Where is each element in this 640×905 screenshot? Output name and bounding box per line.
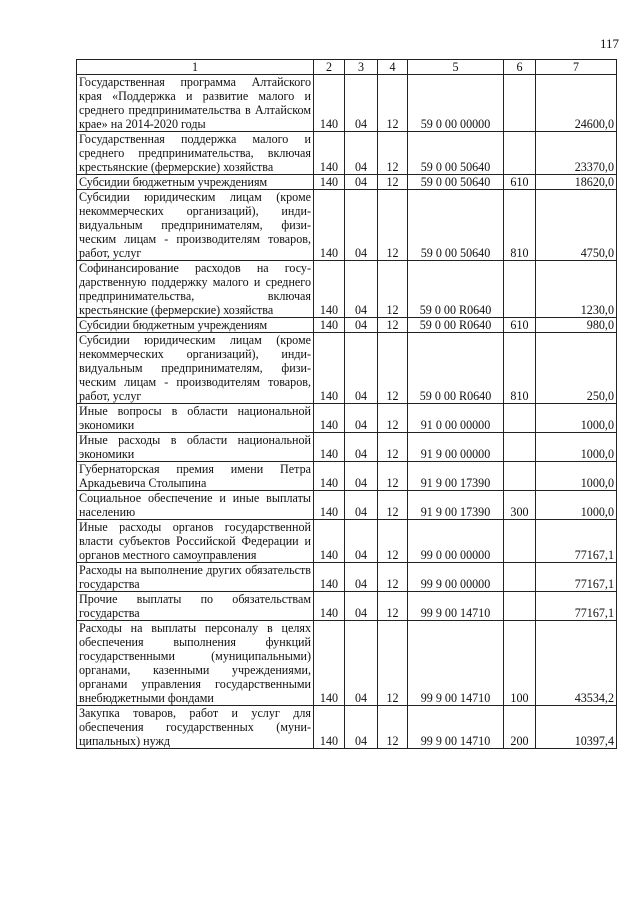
subsection-code-cell: 12 [378,563,408,592]
expense-type-cell: 300 [504,491,536,520]
table-row [77,318,617,333]
ministry-code-cell: 140 [314,706,345,749]
subsection-code-cell: 12 [378,621,408,706]
row-name-cell: Субсидии бюджетным учреждениям [77,318,314,333]
ministry-code-cell: 140 [314,175,345,190]
amount-cell: 980,0 [536,318,617,333]
table-row [77,132,617,175]
target-article-cell: 59 0 00 50640 [408,175,504,190]
ministry-code-cell: 140 [314,563,345,592]
ministry-code-cell: 140 [314,261,345,318]
table-row [77,491,617,520]
column-header: 2 [314,60,345,75]
table-row [77,404,617,433]
ministry-code-cell: 140 [314,190,345,261]
subsection-code-cell: 12 [378,261,408,318]
amount-cell: 77167,1 [536,592,617,621]
row-name-cell: Субсидии бюджетным учреждениям [77,175,314,190]
section-code-cell: 04 [345,261,378,318]
expense-type-cell: 810 [504,190,536,261]
section-code-cell: 04 [345,706,378,749]
expense-type-cell [504,592,536,621]
amount-cell: 1000,0 [536,462,617,491]
target-article-cell: 59 0 00 00000 [408,75,504,132]
target-article-cell: 59 0 00 50640 [408,190,504,261]
target-article-cell: 99 9 00 00000 [408,563,504,592]
table-body [77,75,617,749]
expense-type-cell [504,132,536,175]
row-name-cell: Государственная поддержка малого и среднего предпринимательства, включая крестьянские (фермерские) хозяйства [77,132,314,175]
table-row [77,261,617,318]
ministry-code-cell: 140 [314,520,345,563]
subsection-code-cell: 12 [378,592,408,621]
expense-type-cell [504,520,536,563]
target-article-cell: 99 9 00 14710 [408,621,504,706]
expense-type-cell [504,433,536,462]
expense-type-cell: 610 [504,318,536,333]
row-name-cell: Расходы на выплаты персоналу в целях обеспечения выполнения функций государственными (муниципальными) органами, казенными учреждениями, органами управления государственными внебюджетными фондами [77,621,314,706]
table-row [77,75,617,132]
amount-cell: 250,0 [536,333,617,404]
row-name-cell: Государственная программа Алтайского края «Поддержка и развитие малого и среднего предпринимательства в Алтайском крае» на 2014-2020 годы [77,75,314,132]
row-name-cell: Расходы на выполнение других обязательств государства [77,563,314,592]
ministry-code-cell: 140 [314,592,345,621]
subsection-code-cell: 12 [378,433,408,462]
table-row [77,592,617,621]
section-code-cell: 04 [345,433,378,462]
row-name-cell: Субсидии юридическим лицам (кроме некоммерческих организаций), индивидуальным предпринимателям, физическим лицам - производителям товаров, работ, услуг [77,333,314,404]
ministry-code-cell: 140 [314,462,345,491]
expense-type-cell [504,462,536,491]
subsection-code-cell: 12 [378,175,408,190]
row-name-cell: Иные расходы органов государственной власти субъектов Российской Федерации и органов местного самоуправления [77,520,314,563]
target-article-cell: 59 0 00 R0640 [408,318,504,333]
amount-cell: 10397,4 [536,706,617,749]
section-code-cell: 04 [345,462,378,491]
subsection-code-cell: 12 [378,706,408,749]
target-article-cell: 59 0 00 R0640 [408,333,504,404]
subsection-code-cell: 12 [378,190,408,261]
expense-type-cell [504,75,536,132]
table-row [77,175,617,190]
expense-type-cell [504,404,536,433]
column-header: 3 [345,60,378,75]
amount-cell: 43534,2 [536,621,617,706]
ministry-code-cell: 140 [314,404,345,433]
target-article-cell: 91 9 00 00000 [408,433,504,462]
table-row [77,563,617,592]
section-code-cell: 04 [345,190,378,261]
target-article-cell: 99 9 00 14710 [408,706,504,749]
expense-type-cell: 100 [504,621,536,706]
row-name-cell: Иные вопросы в области национальной экономики [77,404,314,433]
column-header: 5 [408,60,504,75]
target-article-cell: 99 0 00 00000 [408,520,504,563]
row-name-cell: Прочие выплаты по обязательствам государства [77,592,314,621]
amount-cell: 23370,0 [536,132,617,175]
amount-cell: 1000,0 [536,491,617,520]
table-row [77,520,617,563]
amount-cell: 1000,0 [536,404,617,433]
amount-cell: 77167,1 [536,520,617,563]
expense-type-cell: 200 [504,706,536,749]
subsection-code-cell: 12 [378,75,408,132]
amount-cell: 77167,1 [536,563,617,592]
ministry-code-cell: 140 [314,75,345,132]
row-name-cell: Социальное обеспечение и иные выплаты населению [77,491,314,520]
target-article-cell: 91 0 00 00000 [408,404,504,433]
ministry-code-cell: 140 [314,132,345,175]
section-code-cell: 04 [345,592,378,621]
subsection-code-cell: 12 [378,132,408,175]
table-row [77,433,617,462]
subsection-code-cell: 12 [378,333,408,404]
section-code-cell: 04 [345,563,378,592]
target-article-cell: 99 9 00 14710 [408,592,504,621]
row-name-cell: Субсидии юридическим лицам (кроме некоммерческих организаций), индивидуальным предпринимателям, физическим лицам - производителям товаров, работ, услуг [77,190,314,261]
section-code-cell: 04 [345,520,378,563]
subsection-code-cell: 12 [378,520,408,563]
section-code-cell: 04 [345,132,378,175]
table-row [77,190,617,261]
ministry-code-cell: 140 [314,333,345,404]
expense-type-cell [504,261,536,318]
page-number: 117 [600,36,620,51]
amount-cell: 18620,0 [536,175,617,190]
table-row [77,706,617,749]
table-row [77,333,617,404]
target-article-cell: 59 0 00 50640 [408,132,504,175]
section-code-cell: 04 [345,75,378,132]
section-code-cell: 04 [345,333,378,404]
expense-type-cell: 810 [504,333,536,404]
row-name-cell: Закупка товаров, работ и услуг для обеспечения государственных (муниципальных) нужд [77,706,314,749]
column-header: 6 [504,60,536,75]
expense-type-cell: 610 [504,175,536,190]
section-code-cell: 04 [345,491,378,520]
subsection-code-cell: 12 [378,462,408,491]
subsection-code-cell: 12 [378,318,408,333]
amount-cell: 1230,0 [536,261,617,318]
row-name-cell: Софинансирование расходов на государственную поддержку малого и среднего предпринимательства, включая крестьянские (фермерские) хозяйства [77,261,314,318]
section-code-cell: 04 [345,175,378,190]
expense-type-cell [504,563,536,592]
ministry-code-cell: 140 [314,621,345,706]
amount-cell: 1000,0 [536,433,617,462]
subsection-code-cell: 12 [378,491,408,520]
target-article-cell: 91 9 00 17390 [408,462,504,491]
ministry-code-cell: 140 [314,318,345,333]
ministry-code-cell: 140 [314,433,345,462]
subsection-code-cell: 12 [378,404,408,433]
target-article-cell: 91 9 00 17390 [408,491,504,520]
column-header: 1 [77,60,314,75]
table-row [77,462,617,491]
amount-cell: 4750,0 [536,190,617,261]
target-article-cell: 59 0 00 R0640 [408,261,504,318]
column-header: 7 [536,60,617,75]
column-header: 4 [378,60,408,75]
section-code-cell: 04 [345,318,378,333]
section-code-cell: 04 [345,621,378,706]
table-header-row [77,60,617,75]
row-name-cell: Губернаторская премия имени Петра Аркадьевича Столыпина [77,462,314,491]
ministry-code-cell: 140 [314,491,345,520]
table-row [77,621,617,706]
row-name-cell: Иные расходы в области национальной экономики [77,433,314,462]
amount-cell: 24600,0 [536,75,617,132]
budget-table [76,59,617,749]
section-code-cell: 04 [345,404,378,433]
